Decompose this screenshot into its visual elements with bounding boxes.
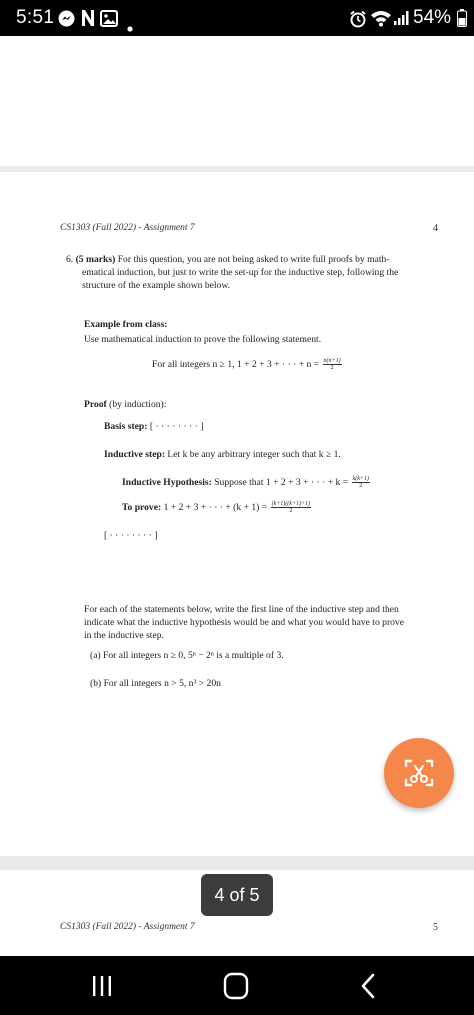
- question-number: 6.: [66, 254, 74, 265]
- status-bar: [0, 0, 474, 36]
- recent-apps-icon[interactable]: [90, 974, 114, 1002]
- inductive-label: Inductive step:: [104, 449, 166, 460]
- hypothesis-frac-den: 2: [359, 483, 363, 490]
- question-text-line2: ematical induction, but just to write the set-up for the inductive step, following the: [82, 267, 399, 278]
- screenshot-scissors-icon: [403, 757, 435, 793]
- alarm-icon: [349, 10, 367, 34]
- to-prove-body: 1 + 2 + 3 + · · · + (k + 1) =: [161, 502, 270, 513]
- proof-suffix: (by induction):: [106, 399, 167, 410]
- question-block: [66, 253, 446, 292]
- example-heading: Example from class:: [84, 319, 168, 330]
- instructions-line1: For each of the statements below, write the first line of the inductive step and then: [84, 604, 399, 615]
- page-header-title: CS1303 (Fall 2022) - Assignment 7: [60, 223, 195, 233]
- statement-prefix: For all integers n ≥ 1, 1 + 2 + 3 + · · · + n =: [152, 359, 322, 370]
- question-text-line1: For this question, you are not being asked to write full proofs by math-: [117, 254, 390, 265]
- hypothesis-body: Suppose that 1 + 2 + 3 + · · · + k =: [211, 477, 351, 488]
- next-page-number: 5: [433, 922, 438, 933]
- statement-fraction: [323, 358, 342, 371]
- n-icon: [80, 9, 96, 33]
- instructions: [84, 603, 454, 642]
- statement-frac-den: 2: [330, 365, 334, 372]
- basis-label: Basis step:: [104, 421, 148, 432]
- to-prove-fraction: [271, 501, 311, 514]
- inductive-body: Let k be any arbitrary integer such that k ≥ 1.: [165, 449, 341, 460]
- battery-icon: [457, 9, 467, 33]
- page-indicator: 4 of 5: [201, 874, 273, 916]
- proof-label: Proof: [84, 399, 107, 410]
- instructions-line2: indicate what the inductive hypothesis would be and what you would have to prove: [84, 617, 404, 628]
- document-page-4[interactable]: [0, 36, 474, 856]
- hypothesis-label: Inductive Hypothesis:: [122, 477, 212, 488]
- part-a: (a) For all integers n ≥ 0, 5ⁿ − 2ⁿ is a multiple of 3.: [90, 650, 284, 661]
- inductive-step: [104, 448, 341, 461]
- wifi-icon: [370, 9, 392, 33]
- battery-percentage: 54%: [413, 7, 452, 28]
- ellipsis-block: [ · · · · · · · · ]: [104, 530, 158, 541]
- page-separator: [0, 166, 474, 172]
- question-text-line3: structure of the example shown below.: [82, 280, 231, 291]
- screenshot-fab[interactable]: [384, 738, 454, 808]
- next-page-header-title: CS1303 (Fall 2022) - Assignment 7: [60, 922, 195, 932]
- basis-step: [104, 420, 203, 433]
- navigation-bar: [0, 956, 474, 1015]
- back-icon[interactable]: [358, 972, 378, 1004]
- page-number: 4: [433, 223, 438, 234]
- basis-body: [ · · · · · · · · ]: [147, 421, 204, 432]
- hypothesis-fraction: [352, 476, 370, 489]
- instructions-line3: in the inductive step.: [84, 630, 164, 641]
- inductive-hypothesis: [122, 476, 371, 489]
- to-prove: [122, 501, 312, 514]
- statement-frac-num: n(n+1): [323, 358, 341, 365]
- to-prove-label: To prove:: [122, 502, 162, 513]
- gallery-icon: [100, 10, 118, 33]
- example-intro: Use mathematical induction to prove the following statement.: [84, 334, 322, 345]
- statement-line: [152, 358, 343, 371]
- to-prove-frac-num: (k+1)((k+1)+1): [271, 501, 311, 508]
- question-marks: (5 marks): [75, 254, 116, 265]
- home-icon[interactable]: [223, 972, 249, 1004]
- dot-icon: [127, 16, 133, 38]
- to-prove-frac-den: 2: [289, 508, 293, 515]
- messenger-icon: [58, 10, 75, 33]
- part-b: (b) For all integers n > 5, n³ > 20n: [90, 678, 221, 689]
- proof-line: [84, 398, 166, 411]
- signal-icon: [393, 10, 409, 32]
- status-time: 5:51: [16, 7, 55, 28]
- hypothesis-frac-num: k(k+1): [352, 476, 369, 483]
